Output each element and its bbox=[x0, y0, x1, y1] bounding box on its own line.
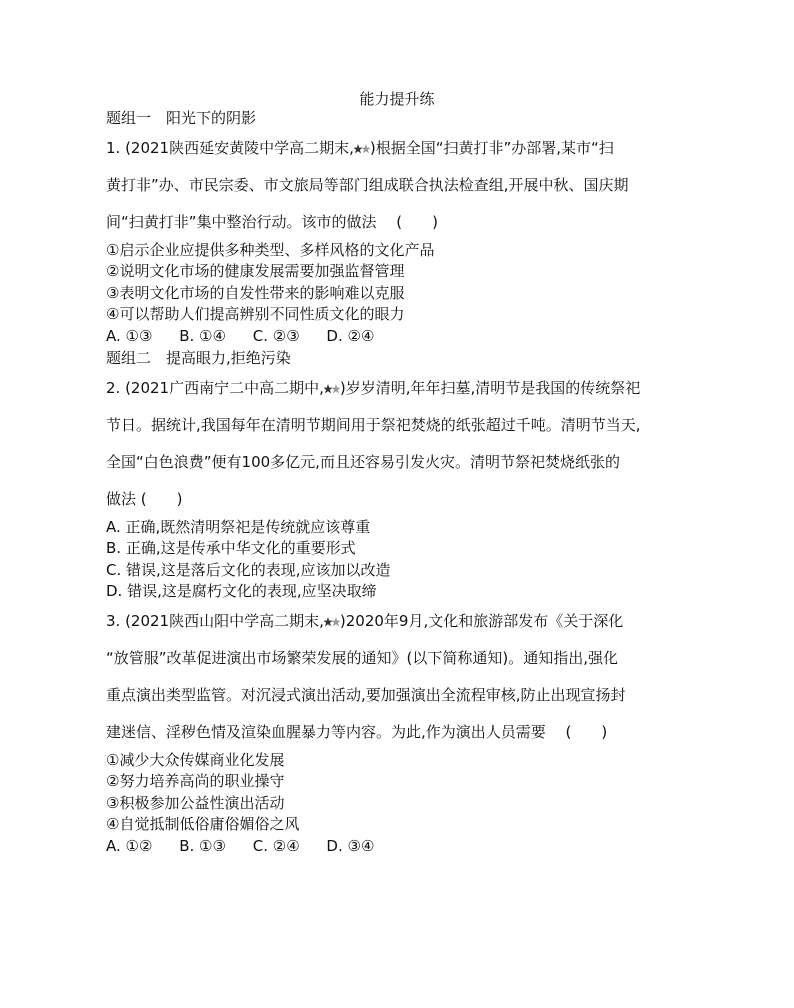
q1-item-1: ①启示企业应提供多种类型、多样风格的文化产品 bbox=[106, 241, 435, 259]
q1-option-c[interactable]: C. ②③ bbox=[252, 327, 300, 345]
q1-line3: 间“扫黄打非”集中整治行动。该市的做法 ( ) bbox=[106, 213, 439, 231]
q3-option-d[interactable]: D. ③④ bbox=[326, 837, 375, 855]
q1-line1 bbox=[106, 138, 698, 160]
difficulty-stars-icon bbox=[354, 140, 370, 160]
q1-item-4: ④可以帮助人们提高辨别不同性质文化的眼力 bbox=[106, 305, 405, 323]
q2-option-b[interactable]: B. 正确,这是传承中华文化的重要形式 bbox=[106, 539, 356, 557]
q1-line2: 黄打非”办、市民宗委、市文旅局等部门组成联合执法检查组,开展中秋、国庆期 bbox=[106, 176, 629, 194]
q2-option-a[interactable]: A. 正确,既然清明祭祀是传统就应该尊重 bbox=[106, 518, 371, 536]
q3-line2: “放管服”改革促进演出市场繁荣发展的通知》(以下简称通知)。通知指出,强化 bbox=[106, 649, 619, 667]
q3-option-b[interactable]: B. ①③ bbox=[179, 837, 226, 855]
q3-line3: 重点演出类型监管。对沉浸式演出活动,要加强演出全流程审核,防止出现宣扬封 bbox=[106, 686, 626, 704]
q2-prefix: 2. (2021广西南宁二中高二期中, bbox=[106, 379, 324, 397]
q3-option-a[interactable]: A. ①② bbox=[106, 837, 153, 855]
q3-item-1: ①减少大众传媒商业化发展 bbox=[106, 751, 285, 769]
q3-item-4: ④自觉抵制低俗庸俗媚俗之风 bbox=[106, 815, 300, 833]
q2-line3: 全国“白色浪费”便有100多亿元,而且还容易引发火灾。清明节祭祀焚烧纸张的 bbox=[106, 453, 620, 471]
q2-option-d[interactable]: D. 错误,这是腐朽文化的表现,应坚决取缔 bbox=[106, 582, 377, 600]
q2-line2: 节日。据统计,我国每年在清明节期间用于祭祀焚烧的纸张超过千吨。清明节当天, bbox=[106, 416, 641, 434]
q3-item-3: ③积极参加公益性演出活动 bbox=[106, 794, 285, 812]
q3-prefix: 3. (2021陕西山阳中学高二期末, bbox=[106, 612, 324, 630]
q3-line1 bbox=[106, 611, 698, 633]
q2-line1 bbox=[106, 378, 698, 400]
q2-option-c[interactable]: C. 错误,这是落后文化的表现,应该加以改造 bbox=[106, 561, 391, 579]
q1-options bbox=[106, 326, 374, 346]
q2-line1-text: )岁岁清明,年年扫墓,清明节是我国的传统祭祀 bbox=[339, 379, 641, 397]
q1-option-d[interactable]: D. ②④ bbox=[326, 327, 375, 345]
q2-line4: 做法 ( ) bbox=[106, 490, 183, 508]
q1-item-3: ③表明文化市场的自发性带来的影响难以克服 bbox=[106, 284, 405, 302]
difficulty-stars-icon bbox=[324, 380, 340, 400]
group2-heading: 题组二 提高眼力,拒绝污染 bbox=[106, 349, 291, 367]
page-title: 能力提升练 bbox=[359, 90, 435, 108]
q1-option-a[interactable]: A. ①③ bbox=[106, 327, 153, 345]
q3-item-2: ②努力培养高尚的职业操守 bbox=[106, 772, 285, 790]
q1-item-2: ②说明文化市场的健康发展需要加强监督管理 bbox=[106, 262, 405, 280]
group1-heading: 题组一 阳光下的阴影 bbox=[106, 109, 257, 127]
difficulty-stars-icon bbox=[324, 613, 340, 633]
q3-line1-text: )2020年9月,文化和旅游部发布《关于深化 bbox=[339, 612, 624, 630]
q3-line4: 建迷信、淫秽色情及渲染血腥暴力等内容。为此,作为演出人员需要 ( ) bbox=[106, 723, 608, 741]
q3-options bbox=[106, 836, 374, 856]
q1-prefix: 1. (2021陕西延安黄陵中学高二期末, bbox=[106, 139, 354, 157]
q1-line1-text: )根据全国“扫黄打非”办部署,某市“扫 bbox=[369, 139, 614, 157]
q1-option-b[interactable]: B. ①④ bbox=[179, 327, 226, 345]
q3-option-c[interactable]: C. ②④ bbox=[252, 837, 300, 855]
